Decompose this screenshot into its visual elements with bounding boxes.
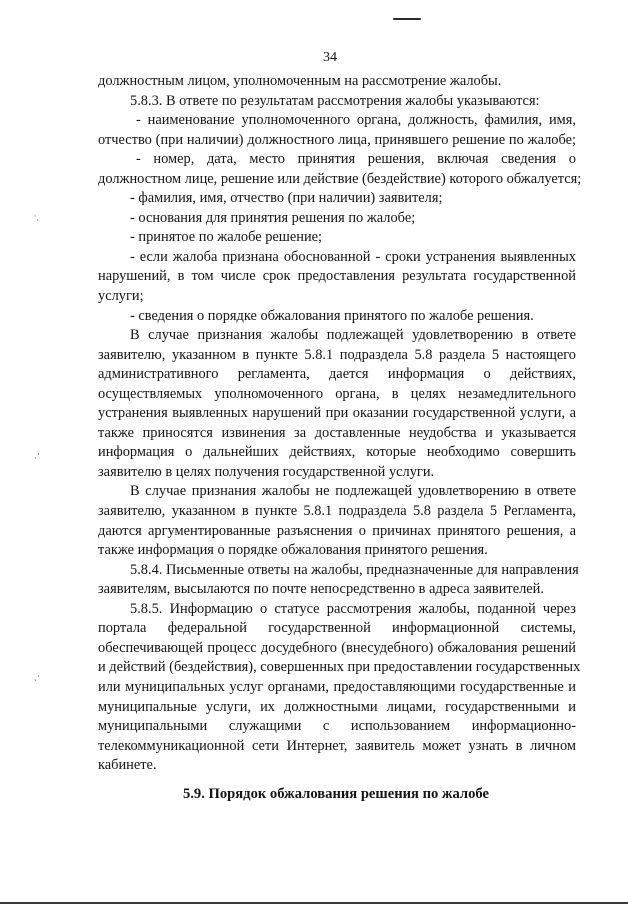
text-line: кабинете.	[98, 757, 157, 774]
text-line: 5.8.4. Письменные ответы на жалобы, предназначенные для направления	[130, 561, 579, 578]
text-line: заявителю в целях получения государственной услуги.	[98, 463, 435, 480]
text-line: 5.8.5. Информацию о статусе рассмотрения жалобы, поданной через	[130, 600, 576, 617]
text-line: или муниципальных услуг органами, предоставляющими государственные и	[98, 678, 576, 695]
margin-speck: ˎ·	[34, 449, 40, 459]
text-line: также информация о порядке обжалования принятого решения.	[98, 542, 488, 559]
text-line: административного регламента, дается информация о действиях,	[98, 366, 576, 383]
text-line: 5.8.3. В ответе по результатам рассмотрения жалобы указываются:	[130, 92, 540, 109]
text-line: В случае признания жалобы подлежащей удовлетворению в ответе	[130, 327, 576, 344]
text-line: - основания для принятия решения по жалобе;	[130, 209, 416, 226]
text-line: должностном лице, решение или действие (бездействие) которого обжалуется;	[98, 170, 582, 187]
margin-speck: ˎ·	[34, 671, 40, 681]
text-line: портала федеральной государственной информационной системы,	[98, 620, 576, 637]
text-line: информация о дальнейших действиях, которые необходимо совершить	[98, 444, 576, 461]
text-line: устранения выявленных нарушений при оказании государственной услуги, а	[98, 405, 576, 422]
text-line: услуги;	[98, 288, 144, 305]
text-line: - сведения о порядке обжалования принятого по жалобе решения.	[130, 307, 534, 324]
text-line: телекоммуникационной сети Интернет, заявитель может узнать в личном	[98, 737, 576, 754]
text-line: отчество (при наличии) должностного лица, принявшего решение по жалобе;	[98, 131, 576, 148]
text-line: должностным лицом, уполномоченным на рассмотрение жалобы.	[98, 73, 502, 89]
text-line: - принятое по жалобе решение;	[130, 229, 323, 246]
text-line: и действий (бездействия), совершенных при предоставлении государственных	[98, 659, 581, 676]
text-line: заявителю, указанном в пункте 5.8.1 подраздела 5.8 раздела 5 настоящего	[98, 346, 576, 363]
text-line: заявителям, высылаются по почте непосредственно в адреса заявителей.	[98, 581, 544, 598]
text-line: осуществляемых уполномоченного органа, в целях незамедлительного	[98, 385, 576, 402]
text-line: - фамилия, имя, отчество (при наличии) заявителя;	[130, 190, 443, 207]
text-line: В случае признания жалобы не подлежащей удовлетворению в ответе	[130, 483, 576, 500]
document-body	[98, 72, 582, 776]
text-line: также приносятся извинения за доставленные неудобства и указывается	[98, 424, 576, 441]
text-line: - если жалоба признана обоснованной - сроки устранения выявленных	[130, 248, 576, 265]
text-line: заявителю, указанном в пункте 5.8.1 подраздела 5.8 раздела 5 Регламента,	[98, 503, 576, 520]
text-line: муниципальными служащими с использованием информационно-	[98, 718, 576, 735]
text-line: - наименование уполномоченного органа, должность, фамилия, имя,	[136, 112, 576, 129]
text-line: даются аргументированные разъяснения о причинах принятого решения, а	[98, 522, 576, 539]
section-heading: 5.9. Порядок обжалования решения по жалобе	[182, 786, 489, 802]
text-line: - номер, дата, место принятия решения, включая сведения о	[136, 151, 576, 168]
text-line: обеспечивающей процесс досудебного (внесудебного) обжалования решений	[98, 639, 576, 656]
text-line: нарушений, в том числе срок предоставления результата государственной	[98, 268, 576, 285]
page-number: 34	[323, 50, 337, 65]
text-line: муниципальные услуги, их должностными лицами, государственными и	[98, 698, 576, 715]
scan-mark	[393, 18, 421, 20]
margin-speck: ∙ˏ	[34, 211, 40, 221]
